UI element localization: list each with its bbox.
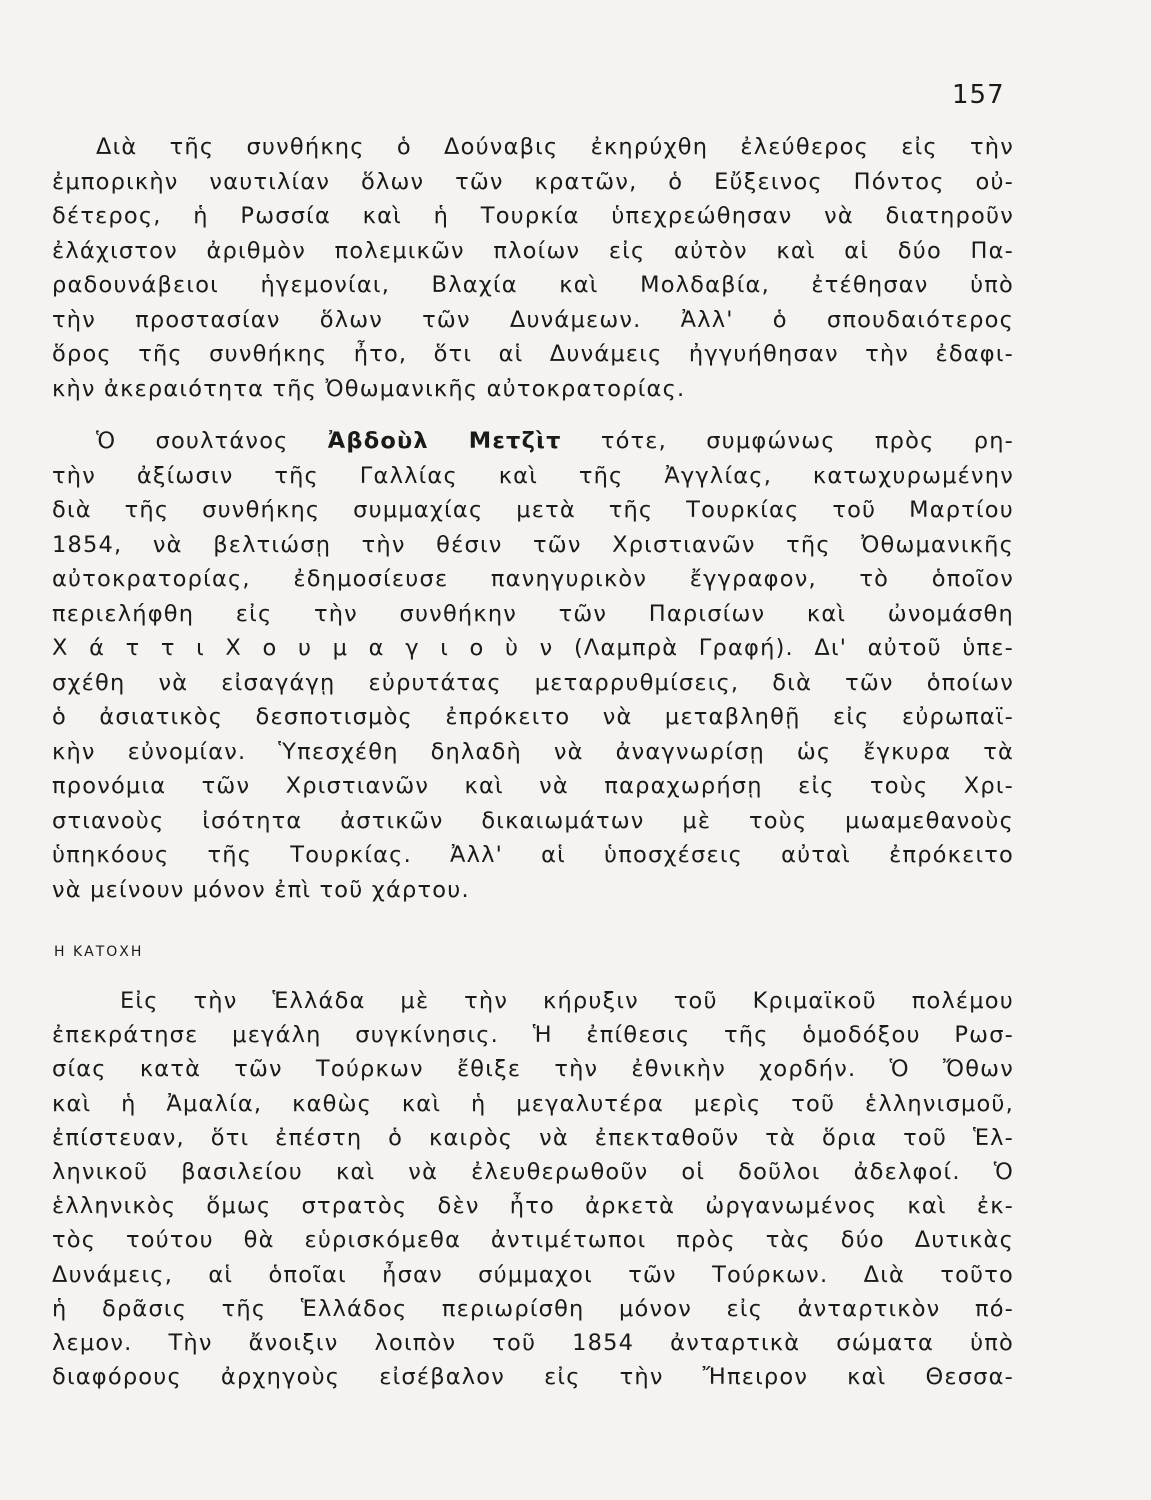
text-line: Διὰ τῆς συνθήκης ὁ Δούναβις ἐκηρύχθη ἐλεύθερος εἰς τὴν (96, 134, 1014, 160)
text-line: νὰ μείνουν μόνον ἐπὶ τοῦ χάρτου. (52, 876, 470, 903)
text-line: τὴν προστασίαν ὅλων τῶν Δυνάμεων. Ἀλλ' ὁ σπουδαιότερος (52, 306, 1014, 333)
text-line: κὴν εὐνομίαν. Ὑπεσχέθη δηλαδὴ νὰ ἀναγνωρίσῃ ὡς ἔγκυρα τὰ (52, 738, 1014, 765)
text-line: ἑλληνικὸς ὅμως στρατὸς δὲν ἦτο ἀρκετὰ ὠργανωμένος καὶ ἐκ- (52, 1193, 1014, 1220)
text-line: Δυνάμεις, αἱ ὁποῖαι ἦσαν σύμμαχοι τῶν Τούρκων. Διὰ τοῦτο (52, 1261, 1014, 1288)
text-line: Χ ά τ τ ι Χ ο υ μ α γ ι ο ὺ ν (Λαμπρὰ Γραφή). Δι' αὐτοῦ ὑπε- (52, 635, 1014, 661)
text-line: προνόμια τῶν Χριστιανῶν καὶ νὰ παραχωρήσῃ εἰς τοὺς Χρι- (52, 773, 1014, 799)
text-line: σχέθη νὰ εἰσαγάγῃ εὐρυτάτας μεταρρυθμίσεις, διὰ τῶν ὁποίων (52, 669, 1014, 696)
text-line: ἡ δρᾶσις τῆς Ἑλλάδος περιωρίσθη μόνον εἰς ἀνταρτικὸν πό- (52, 1295, 1014, 1322)
text-line (52, 424, 1014, 459)
line-prefix: Ὁ σουλτάνος (96, 428, 328, 454)
text-line: σίας κατὰ τῶν Τούρκων ἔθιξε τὴν ἐθνικὴν χορδήν. Ὁ Ὄθων (52, 1056, 1014, 1083)
text-line: αὐτοκρατορίας, ἐδημοσίευσε πανηγυρικὸν ἔγγραφον, τὸ ὁποῖον (52, 566, 1014, 592)
line-suffix: τότε, συμφώνως πρὸς ρη- (561, 428, 1014, 454)
text-line: δέτερος, ἡ Ρωσσία καὶ ἡ Τουρκία ὑπεχρεώθησαν νὰ διατηροῦν (52, 203, 1014, 229)
text-line: ἐπεκράτησε μεγάλη συγκίνησις. Ἡ ἐπίθεσις τῆς ὁμοδόξου Ρωσ- (52, 1022, 1014, 1049)
text-line: διαφόρους ἀρχηγοὺς εἰσέβαλον εἰς τὴν Ἤπειρον καὶ Θεσσα- (52, 1364, 1014, 1391)
text-line: τὴν ἀξίωσιν τῆς Γαλλίας καὶ τῆς Ἀγγλίας, κατωχυρωμένην (52, 462, 1014, 489)
section-heading: Η ΚΑΤΟΧΗ (54, 944, 144, 960)
paragraph-sultan (52, 424, 1014, 907)
text-line: κὴν ἀκεραιότητα τῆς Ὀθωμανικῆς αὐτοκρατορίας. (52, 375, 686, 402)
text-line: στιανοὺς ἰσότητα ἀστικῶν δικαιωμάτων μὲ τοὺς μωαμεθανοὺς (52, 807, 1014, 834)
text-line: λεμον. Τὴν ἄνοιξιν λοιπὸν τοῦ 1854 ἀνταρτικὰ σώματα ὑπὸ (52, 1329, 1014, 1356)
text-line: ἐλάχιστον ἀριθμὸν πολεμικῶν πλοίων εἰς αὐτὸν καὶ αἱ δύο Πα- (52, 237, 1014, 264)
text-line: τὸς τούτου θὰ εὑρισκόμεθα ἀντιμέτωποι πρὸς τὰς δύο Δυτικὰς (52, 1227, 1014, 1254)
text-line: ὑπηκόους τῆς Τουρκίας. Ἀλλ' αἱ ὑποσχέσεις αὐταὶ ἐπρόκειτο (52, 842, 1014, 868)
text-line: 1854, νὰ βελτιώσῃ τὴν θέσιν τῶν Χριστιανῶν τῆς Ὀθωμανικῆς (52, 531, 1014, 558)
text-line: ὅρος τῆς συνθήκης ἦτο, ὅτι αἱ Δυνάμεις ἠγγυήθησαν τὴν ἐδαφι- (52, 341, 1014, 367)
page-number: 157 (952, 80, 1005, 110)
text-line: διὰ τῆς συνθήκης συμμαχίας μετὰ τῆς Τουρκίας τοῦ Μαρτίου (52, 497, 1014, 523)
text-line: ληνικοῦ βασιλείου καὶ νὰ ἐλευθερωθοῦν οἱ δοῦλοι ἀδελφοί. Ὁ (52, 1158, 1014, 1185)
text-line: ὁ ἀσιατικὸς δεσποτισμὸς ἐπρόκειτο νὰ μεταβληθῇ εἰς εὐρωπαϊ- (52, 704, 1014, 730)
text-line: καὶ ἡ Ἀμαλία, καθὼς καὶ ἡ μεγαλυτέρα μερὶς τοῦ ἑλληνισμοῦ, (52, 1090, 1014, 1117)
paragraph-occupation (52, 984, 1014, 1394)
text-line: περιελήφθη εἰς τὴν συνθήκην τῶν Παρισίων καὶ ὠνομάσθη (52, 600, 1014, 627)
sultan-name: Ἀβδοὺλ Μετζὶτ (327, 428, 562, 454)
text-line: ἐμπορικὴν ναυτιλίαν ὅλων τῶν κρατῶν, ὁ Εὔξεινος Πόντος οὐ- (52, 168, 1014, 195)
paragraph-treaty (52, 130, 1014, 406)
text-line: ἐπίστευαν, ὅτι ἐπέστη ὁ καιρὸς νὰ ἐπεκταθοῦν τὰ ὅρια τοῦ Ἑλ- (52, 1124, 1014, 1151)
text-line: ραδουνάβειοι ἡγεμονίαι, Βλαχία καὶ Μολδαβία, ἐτέθησαν ὑπὸ (52, 272, 1014, 298)
text-line: Εἰς τὴν Ἑλλάδα μὲ τὴν κήρυξιν τοῦ Κριμαϊκοῦ πολέμου (120, 988, 1014, 1014)
